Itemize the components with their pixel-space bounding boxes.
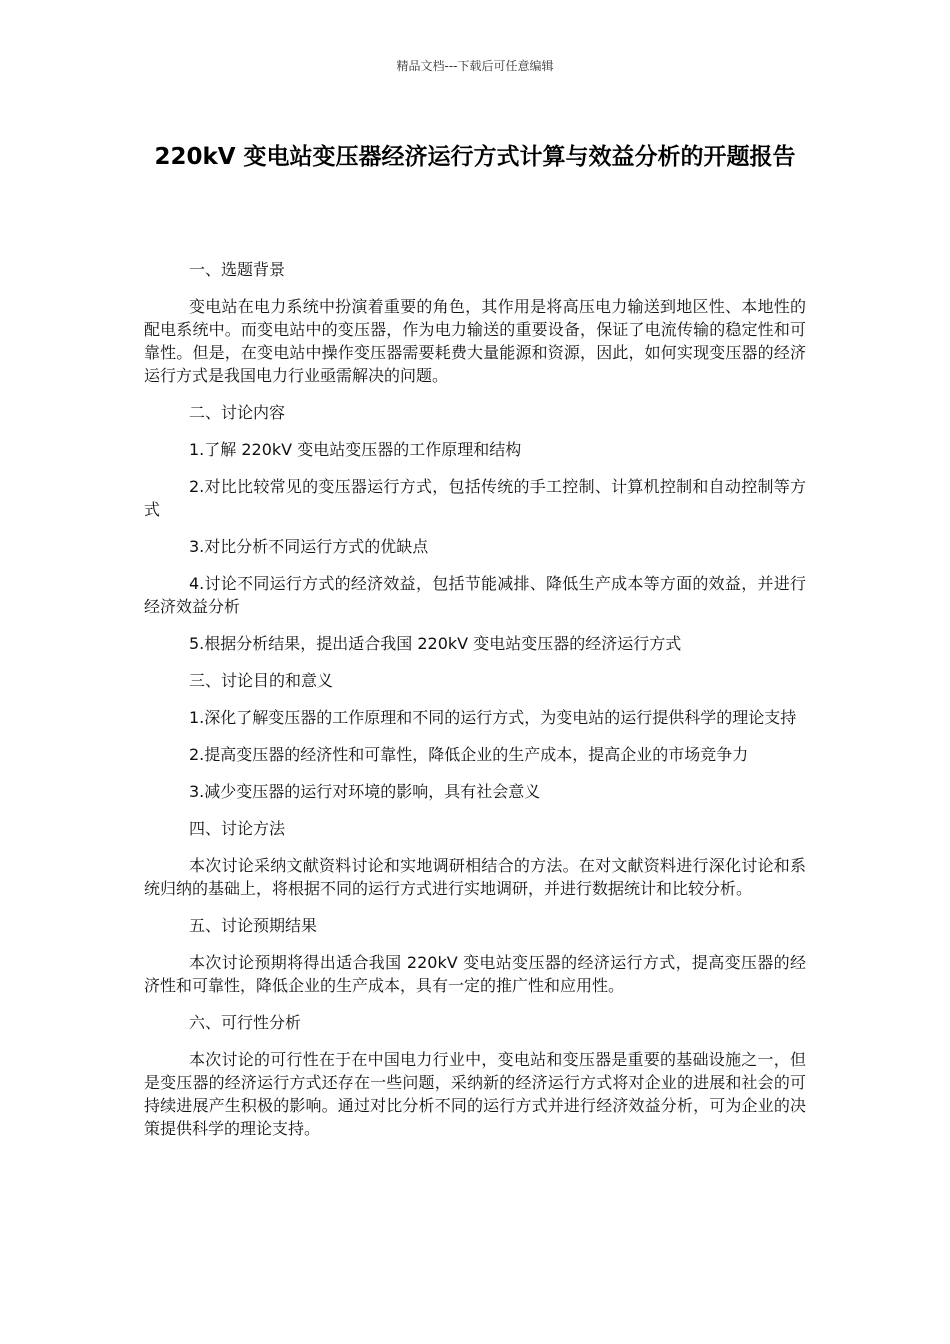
content-item-2: 2.对比比较常见的变压器运行方式，包括传统的手工控制、计算机控制和自动控制等方式 bbox=[144, 477, 806, 519]
paragraph-feasibility: 本次讨论的可行性在于在中国电力行业中，变电站和变压器是重要的基础设施之一，但是变压器的经济运行方式还存在一些问题，采纳新的经济运行方式将对企业的进展和社会的可持续进展产生积极的影响。通过对比分析不同的运行方式并进行经济效益分析，可为企业的决策提供科学的理论支持。 bbox=[144, 1050, 806, 1138]
section-heading-purpose: 三、讨论目的和意义 bbox=[189, 671, 334, 690]
purpose-item-1: 1.深化了解变压器的工作原理和不同的运行方式，为变电站的运行提供科学的理论支持 bbox=[189, 708, 797, 727]
content-item-1: 1.了解 220kV 变电站变压器的工作原理和结构 bbox=[189, 440, 522, 459]
section-heading-expected-results: 五、讨论预期结果 bbox=[189, 916, 318, 935]
document-body bbox=[144, 258, 806, 1154]
section-heading-method: 四、讨论方法 bbox=[189, 819, 286, 838]
section-heading-feasibility: 六、可行性分析 bbox=[189, 1013, 302, 1032]
content-item-3: 3.对比分析不同运行方式的优缺点 bbox=[189, 537, 429, 556]
paragraph-method: 本次讨论采纳文献资料讨论和实地调研相结合的方法。在对文献资料进行深化讨论和系统归纳的基础上，将根据不同的运行方式进行实地调研，并进行数据统计和比较分析。 bbox=[144, 856, 806, 898]
paragraph-expected-results: 本次讨论预期将得出适合我国 220kV 变电站变压器的经济运行方式，提高变压器的经济性和可靠性，降低企业的生产成本，具有一定的推广性和应用性。 bbox=[144, 953, 806, 995]
section-heading-content: 二、讨论内容 bbox=[189, 403, 286, 422]
content-item-4: 4.讨论不同运行方式的经济效益，包括节能减排、降低生产成本等方面的效益，并进行经济效益分析 bbox=[144, 574, 806, 616]
purpose-item-2: 2.提高变压器的经济性和可靠性，降低企业的生产成本，提高企业的市场竞争力 bbox=[189, 745, 749, 764]
paragraph-background: 变电站在电力系统中扮演着重要的角色，其作用是将高压电力输送到地区性、本地性的配电系统中。而变电站中的变压器，作为电力输送的重要设备，保证了电流传输的稳定性和可靠性。但是，在变电站中操作变压器需要耗费大量能源和资源，因此，如何实现变压器的经济运行方式是我国电力行业亟需解决的问题。 bbox=[144, 297, 806, 385]
content-item-5: 5.根据分析结果，提出适合我国 220kV 变电站变压器的经济运行方式 bbox=[189, 634, 682, 653]
header-note: 精品文档---下载后可任意编辑 bbox=[396, 59, 554, 73]
document-title: 220kV 变电站变压器经济运行方式计算与效益分析的开题报告 bbox=[154, 144, 796, 170]
section-heading-background: 一、选题背景 bbox=[189, 260, 286, 279]
purpose-item-3: 3.减少变压器的运行对环境的影响，具有社会意义 bbox=[189, 782, 541, 801]
